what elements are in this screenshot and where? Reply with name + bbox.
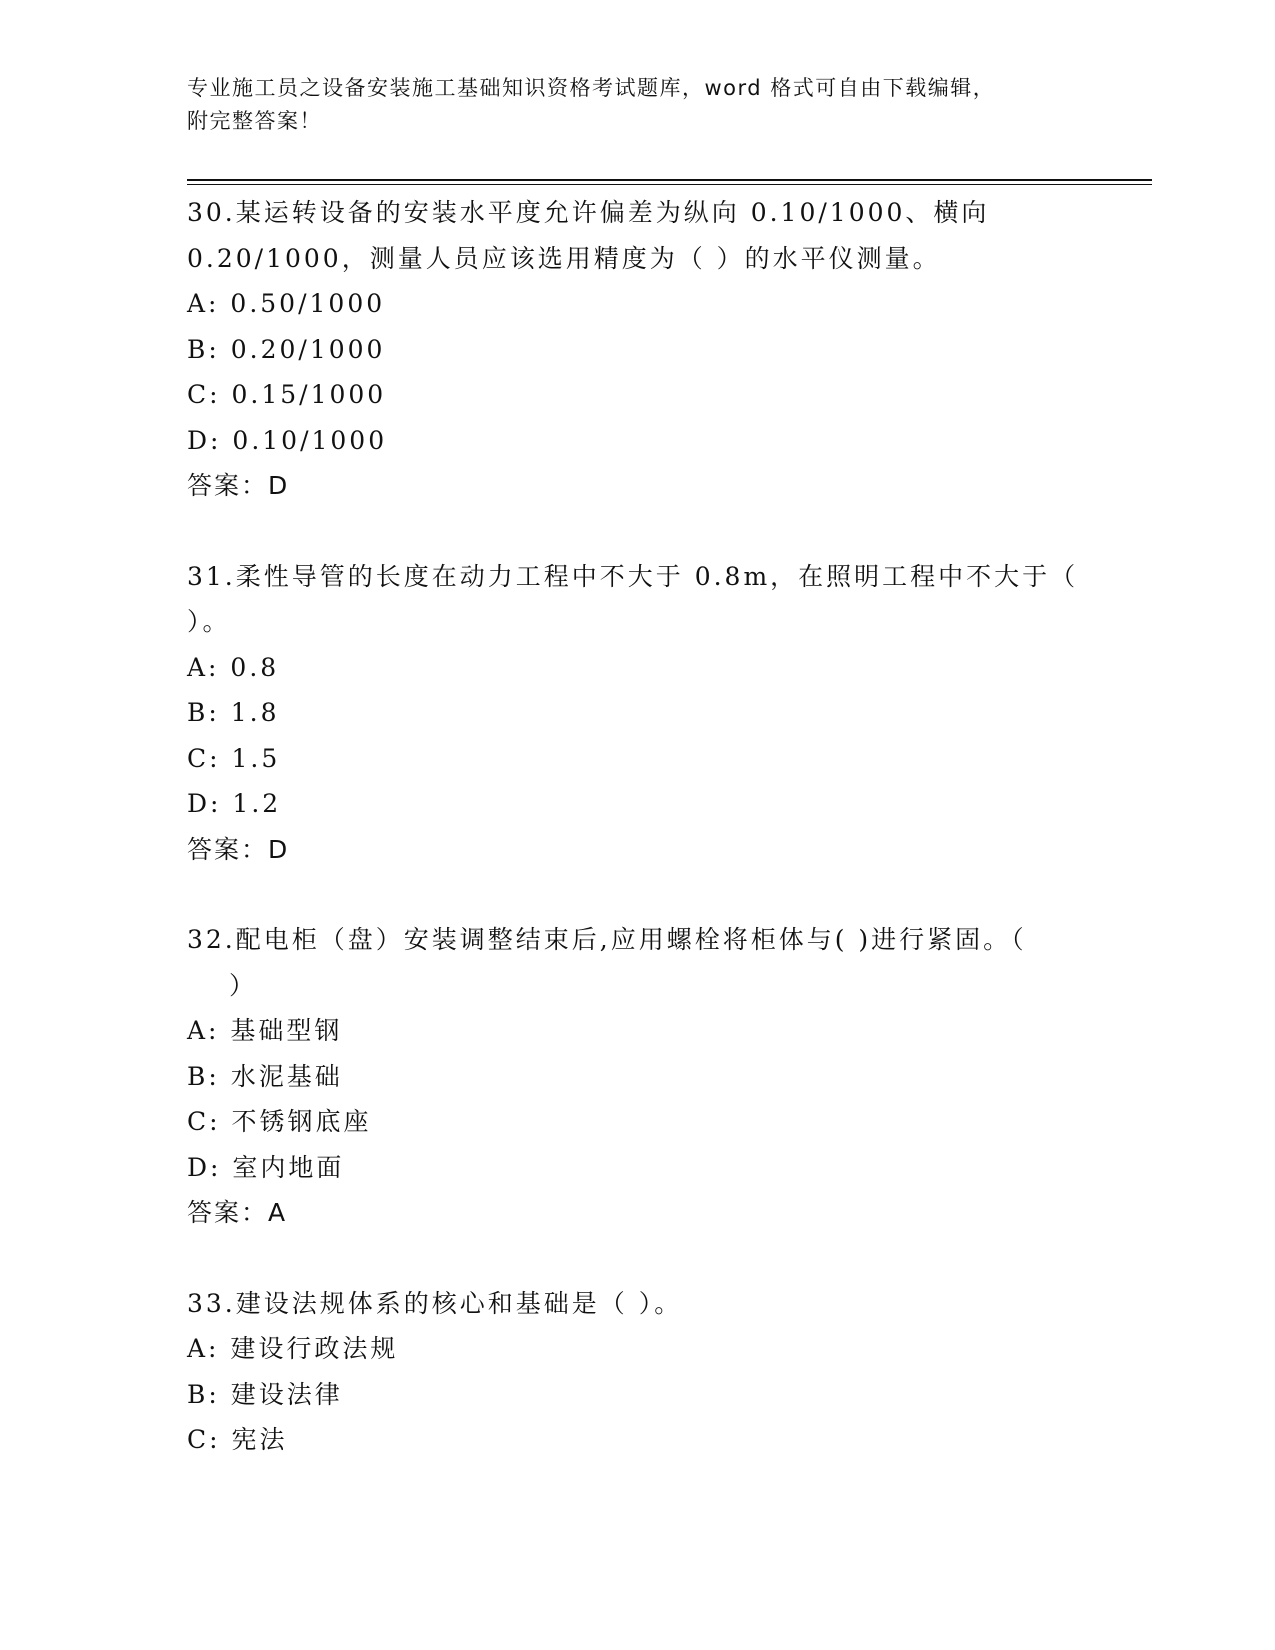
option-c: C: 0.15/1000 — [187, 380, 387, 409]
document-header — [187, 72, 1087, 138]
option-c: C: 1.5 — [187, 743, 281, 773]
question-stem-line: 33.建设法规体系的核心和基础是（ ）。 — [187, 1288, 683, 1318]
header-rule-thick — [187, 179, 1152, 181]
option-b: B: 0.20/1000 — [187, 334, 386, 364]
option-a: A: 建设行政法规 — [187, 1334, 399, 1363]
answer-label: 答案：D — [187, 834, 290, 864]
option-b: B: 1.8 — [187, 698, 280, 727]
question-30 — [187, 190, 1147, 509]
header-rule-thin — [187, 184, 1152, 185]
question-stem-line: ） — [229, 970, 258, 1000]
option-d: D: 1.2 — [187, 789, 282, 818]
option-b: B: 建设法律 — [187, 1379, 343, 1409]
option-d: D: 室内地面 — [187, 1152, 345, 1182]
answer-label: 答案：A — [187, 1198, 288, 1227]
question-stem-line: 32.配电柜（盘）安装调整结束后,应用螺栓将柜体与( )进行紧固。（ — [187, 925, 1027, 954]
option-a: A: 0.50/1000 — [187, 289, 386, 318]
question-33 — [187, 1281, 1147, 1463]
question-stem-line: 0.20/1000，测量人员应该选用精度为（ ）的水平仪测量。 — [187, 243, 941, 273]
option-d: D: 0.10/1000 — [187, 425, 388, 455]
option-c: C: 宪法 — [187, 1425, 288, 1454]
answer-label: 答案：D — [187, 471, 290, 500]
question-stem-line: 30.某运转设备的安装水平度允许偏差为纵向 0.10/1000、横向 — [187, 198, 990, 227]
option-a: A: 基础型钢 — [187, 1016, 343, 1045]
option-b: B: 水泥基础 — [187, 1061, 343, 1091]
header-line-2: 附完整答案！ — [187, 109, 322, 133]
question-stem-line: ）。 — [187, 607, 231, 636]
option-a: A: 0.8 — [187, 652, 280, 682]
header-line-1: 专业施工员之设备安装施工基础知识资格考试题库，word 格式可自由下载编辑， — [187, 76, 996, 100]
question-31 — [187, 554, 1147, 873]
question-stem-line: 31.柔性导管的长度在动力工程中不大于 0.8m，在照明工程中不大于（ — [187, 561, 1079, 591]
question-32 — [187, 917, 1147, 1236]
question-list — [187, 190, 1147, 1508]
option-c: C: 不锈钢底座 — [187, 1107, 372, 1136]
